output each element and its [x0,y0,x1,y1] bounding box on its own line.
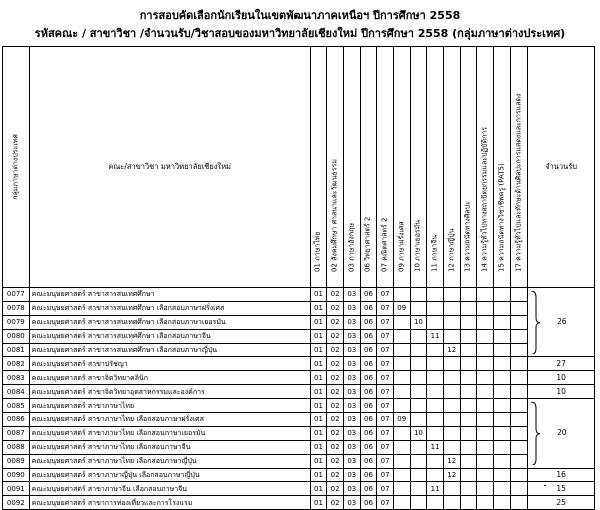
subject-code-cell: 01 [310,468,327,482]
subject-code-cell: 03 [343,496,360,510]
subject-code-cell [477,440,494,454]
seats-label: 26 [557,317,567,327]
subject-code-cell [477,357,494,371]
subject-code-cell: 03 [343,413,360,427]
subject-code-cell [493,426,510,440]
subject-code-cell [460,288,477,302]
subject-code-cell [510,288,528,302]
subject-code-cell [443,371,460,385]
subject-code-cell [410,454,427,468]
subject-code-cell [393,399,410,413]
faculty-name: คณะมนุษยศาสตร์ สาขาภาษาญี่ปุ่น เลือกสอบภาษาญี่ปุ่น [29,468,310,482]
subject-code-cell [493,357,510,371]
program-code: 0091 [3,482,30,496]
table-row [3,482,595,496]
subject-code-cell: 07 [377,301,394,315]
subject-code-cell [477,426,494,440]
subject-code-cell [510,496,528,510]
subject-code-cell [410,413,427,427]
page-mark [544,485,546,486]
subject-code-cell [477,385,494,399]
subject-code-cell: 01 [310,329,327,343]
subject-code-cell: 01 [310,426,327,440]
program-code: 0079 [3,315,30,329]
subject-code-cell: 06 [360,468,377,482]
table-row [3,288,595,302]
subject-code-cell: 06 [360,301,377,315]
group-header: กลุ่มภาษาต่างประเทศ [3,47,30,288]
subject-code-cell: 02 [327,413,344,427]
subject-code-cell [427,399,444,413]
subject-code-cell: 07 [377,440,394,454]
faculty-name: คณะมนุษยศาสตร์ สาขาภาษาไทย [29,399,310,413]
subject-code-cell: 07 [377,468,394,482]
faculty-name: คณะมนุษยศาสตร์ สาขาสารสนเทศศึกษา เลือกสอบภาษาญี่ปุ่น [29,343,310,357]
subject-code-cell [460,440,477,454]
subject-header: 06 วิทยาศาสตร์ 2 [360,47,377,288]
subject-code-cell [460,496,477,510]
subject-code-cell: 11 [427,482,444,496]
table-row [3,440,595,454]
faculty-name: คณะมนุษยศาสตร์ สาขาสารสนเทศศึกษา เลือกสอบภาษาจีน [29,329,310,343]
subject-code-cell: 02 [327,468,344,482]
subject-code-cell [477,454,494,468]
subject-code-cell [427,454,444,468]
subject-code-cell [393,482,410,496]
subject-code-cell [393,329,410,343]
subject-code-cell [477,468,494,482]
program-code: 0089 [3,454,30,468]
subject-code-cell: 06 [360,343,377,357]
faculty-name: คณะมนุษยศาสตร์ สาขาจิตวิทยาอุตสาหกรรมและองค์การ [29,385,310,399]
subject-code-cell [443,385,460,399]
subject-code-cell [493,329,510,343]
page-subtitle: รหัสคณะ / สาขาวิชา /จำนวนรับ/วิชาสอบของมหาวิทยาลัยเชียงใหม่ ปีการศึกษา 2558 (กลุ่มภาษาต่างประเทศ) [34,27,566,40]
subject-code-cell: 07 [377,371,394,385]
subject-code-cell [427,496,444,510]
subject-code-cell [460,399,477,413]
table-row [3,426,595,440]
subject-code-cell [477,315,494,329]
faculty-name: คณะมนุษยศาสตร์ สาขาภาษาจีน เลือกสอบภาษาจีน [29,482,310,496]
subject-code-cell [443,399,460,413]
subject-code-cell [443,440,460,454]
subject-header: 15 ความถนัดทางวิชาชีพครู (PAT5) [493,47,510,288]
subject-code-cell: 06 [360,399,377,413]
subject-code-cell: 03 [343,357,360,371]
program-code: 0077 [3,288,30,302]
subject-code-cell: 06 [360,482,377,496]
subject-code-cell [410,371,427,385]
subject-code-cell [493,454,510,468]
subject-code-cell: 06 [360,496,377,510]
subject-code-cell [443,357,460,371]
subject-code-cell [427,371,444,385]
subject-code-cell: 10 [410,426,427,440]
seats-cell: 10 [528,385,595,399]
program-code: 0081 [3,343,30,357]
subject-code-cell: 09 [393,413,410,427]
subject-code-cell [460,482,477,496]
subject-header: 10 ภาษาเยอรมัน [410,47,427,288]
table-row [3,454,595,468]
subject-code-cell [427,301,444,315]
subject-code-cell: 02 [327,343,344,357]
subject-code-cell [493,399,510,413]
subject-code-cell: 02 [327,440,344,454]
subject-code-cell [493,301,510,315]
subject-code-cell: 07 [377,329,394,343]
subject-code-cell [393,343,410,357]
subject-code-cell: 01 [310,413,327,427]
subject-code-cell: 11 [427,440,444,454]
subject-code-cell: 02 [327,288,344,302]
subject-code-cell: 06 [360,440,377,454]
brace-icon [530,291,540,354]
subject-code-cell: 12 [443,468,460,482]
subject-code-cell [510,343,528,357]
subject-code-cell [510,315,528,329]
faculty-name: คณะมนุษยศาสตร์ สาขาสารสนเทศศึกษา เลือกสอบภาษาเยอรมัน [29,315,310,329]
admission-table [2,46,595,510]
seats-label: 20 [557,428,567,438]
subject-code-cell [410,343,427,357]
subject-code-cell [510,468,528,482]
subject-code-cell [510,399,528,413]
subject-code-cell: 06 [360,385,377,399]
subject-code-cell [427,413,444,427]
subject-code-cell: 03 [343,329,360,343]
subject-header: 14 ความรู้ทั่วไปทางสถาปัตยกรรมและปฏิบัติการ [477,47,494,288]
subject-header: 12 ภาษาญี่ปุ่น [443,47,460,288]
subject-code-cell: 03 [343,454,360,468]
subject-code-cell [493,288,510,302]
subject-code-cell: 01 [310,399,327,413]
subject-code-cell [427,288,444,302]
subject-header: 11 ภาษาจีน [427,47,444,288]
subject-code-cell: 02 [327,482,344,496]
subject-code-cell [410,399,427,413]
subject-code-cell [410,482,427,496]
subject-code-cell [443,301,460,315]
subject-code-cell [460,301,477,315]
program-code: 0078 [3,301,30,315]
subject-code-cell [477,301,494,315]
table-row [3,468,595,482]
program-code: 0083 [3,371,30,385]
subject-code-cell: 02 [327,301,344,315]
subject-code-cell: 02 [327,454,344,468]
faculty-name: คณะมนุษยศาสตร์ สาขาการท่องเที่ยวและการโรงแรม [29,496,310,510]
table-row [3,399,595,413]
subject-code-cell: 03 [343,440,360,454]
subject-code-cell: 01 [310,371,327,385]
subject-code-cell: 07 [377,385,394,399]
subject-code-cell [493,413,510,427]
subject-header: 03 ภาษาอังกฤษ [343,47,360,288]
subject-code-cell [493,315,510,329]
subject-code-cell [427,357,444,371]
table-row [3,413,595,427]
seats-cell: 15 [528,482,595,496]
table-row [3,315,595,329]
subject-code-cell: 03 [343,385,360,399]
subject-code-cell [510,413,528,427]
subject-code-cell [477,496,494,510]
page-title: การสอบคัดเลือกนักเรียนในเขตพัฒนาภาคเหนือฯ ปีการศึกษา 2558 [139,9,461,22]
subject-code-cell [393,385,410,399]
program-code: 0084 [3,385,30,399]
subject-code-cell [393,357,410,371]
subject-code-cell: 01 [310,496,327,510]
subject-code-cell [493,385,510,399]
faculty-name: คณะมนุษยศาสตร์ สาขาภาษาไทย เลือกสอบภาษาฝรั่งเศส [29,413,310,427]
subject-code-cell: 01 [310,315,327,329]
subject-code-cell [477,343,494,357]
subject-code-cell [460,329,477,343]
subject-code-cell [460,315,477,329]
subject-header: 02 สังคมศึกษา ศาสนาและวัฒนธรรม [327,47,344,288]
subject-code-cell [460,426,477,440]
subject-code-cell: 06 [360,357,377,371]
subject-code-cell [393,496,410,510]
subject-code-cell [510,426,528,440]
table-row [3,496,595,510]
subject-code-cell [510,301,528,315]
subject-code-cell [493,371,510,385]
subject-code-cell: 12 [443,343,460,357]
subject-code-cell: 06 [360,329,377,343]
faculty-name: คณะมนุษยศาสตร์ สาขาภาษาไทย เลือกสอบภาษาเยอรมัน [29,426,310,440]
subject-code-cell [393,426,410,440]
subject-code-cell [510,454,528,468]
subject-code-cell [510,371,528,385]
table-row [3,301,595,315]
seats-cell: 27 [528,357,595,371]
subject-code-cell [393,288,410,302]
program-code: 0080 [3,329,30,343]
program-code: 0087 [3,426,30,440]
subject-code-cell [477,399,494,413]
subject-code-cell: 03 [343,426,360,440]
seats-header: จำนวนรับ [528,47,595,288]
subject-code-cell [460,371,477,385]
subject-code-cell [460,357,477,371]
subject-code-cell [493,496,510,510]
faculty-name: คณะมนุษยศาสตร์ สาขาสารสนเทศศึกษา เลือกสอบภาษาฝรั่งเศส [29,301,310,315]
subject-code-cell [410,329,427,343]
faculty-name: คณะมนุษยศาสตร์ สาขาปรัชญา [29,357,310,371]
subject-code-cell [410,468,427,482]
subject-code-cell: 01 [310,357,327,371]
seats-cell: 16 [528,468,595,482]
subject-code-cell: 01 [310,301,327,315]
subject-code-cell [460,385,477,399]
subject-code-cell: 01 [310,454,327,468]
subject-code-cell: 03 [343,288,360,302]
subject-code-cell [427,426,444,440]
subject-code-cell [410,288,427,302]
subject-code-cell: 09 [393,301,410,315]
table-row [3,385,595,399]
faculty-name: คณะมนุษยศาสตร์ สาขาภาษาไทย เลือกสอบภาษาญี่ปุ่น [29,454,310,468]
subject-code-cell [443,315,460,329]
subject-code-cell: 01 [310,288,327,302]
subject-code-cell [443,288,460,302]
subject-code-cell: 12 [443,454,460,468]
subject-code-cell [493,482,510,496]
subject-code-cell [477,371,494,385]
subject-header: 17 ความรู้ทั่วไปและทักษะด้านศิลปะการแสดงและการแสดง [510,47,528,288]
subject-code-cell: 03 [343,468,360,482]
subject-code-cell [510,440,528,454]
brace-icon [530,402,540,465]
subject-code-cell [410,301,427,315]
subject-code-cell [477,413,494,427]
subject-code-cell [443,496,460,510]
subject-code-cell: 07 [377,413,394,427]
subject-code-cell: 07 [377,426,394,440]
subject-code-cell: 03 [343,301,360,315]
faculty-name: คณะมนุษยศาสตร์ สาขาภาษาไทย เลือกสอบภาษาจีน [29,440,310,454]
subject-code-cell [393,371,410,385]
subject-code-cell: 02 [327,426,344,440]
subject-code-cell: 01 [310,385,327,399]
subject-code-cell [477,482,494,496]
subject-code-cell [443,426,460,440]
subject-code-cell: 07 [377,343,394,357]
subject-code-cell: 07 [377,357,394,371]
subject-code-cell [410,385,427,399]
subject-code-cell [443,329,460,343]
table-row [3,357,595,371]
header-row [3,47,595,288]
subject-code-cell: 02 [327,385,344,399]
subject-code-cell [510,385,528,399]
subject-code-cell [460,454,477,468]
subject-code-cell [477,288,494,302]
subject-code-cell [493,343,510,357]
subject-code-cell: 06 [360,315,377,329]
subject-code-cell: 02 [327,329,344,343]
program-code: 0090 [3,468,30,482]
subject-code-cell: 06 [360,413,377,427]
program-code: 0086 [3,413,30,427]
subject-code-cell: 06 [360,426,377,440]
faculty-name: คณะมนุษยศาสตร์ สาขาจิตวิทยาคลินิก [29,371,310,385]
subject-code-cell: 11 [427,329,444,343]
subject-code-cell [427,468,444,482]
seats-cell: 10 [528,371,595,385]
subject-code-cell: 07 [377,288,394,302]
program-code: 0082 [3,357,30,371]
subject-code-cell [493,468,510,482]
table-row [3,343,595,357]
subject-code-cell [510,357,528,371]
subject-code-cell [393,440,410,454]
subject-code-cell: 03 [343,315,360,329]
subject-code-cell [393,468,410,482]
subject-code-cell: 01 [310,343,327,357]
subject-code-cell: 03 [343,399,360,413]
subject-code-cell [460,413,477,427]
subject-header: 13 ความถนัดทางศิลปะ [460,47,477,288]
subject-code-cell [493,440,510,454]
subject-code-cell: 06 [360,371,377,385]
subject-code-cell [393,315,410,329]
subject-code-cell [427,385,444,399]
subject-code-cell: 01 [310,482,327,496]
subject-code-cell: 06 [360,288,377,302]
subject-code-cell [427,343,444,357]
subject-code-cell: 01 [310,440,327,454]
subject-header: 07 คณิตศาสตร์ 2 [377,47,394,288]
subject-code-cell [510,329,528,343]
subject-code-cell: 02 [327,371,344,385]
program-code: 0088 [3,440,30,454]
subject-code-cell: 03 [343,482,360,496]
subject-code-cell [460,343,477,357]
subject-code-cell: 07 [377,482,394,496]
subject-code-cell: 06 [360,454,377,468]
table-row [3,371,595,385]
subject-code-cell [427,315,444,329]
program-code: 0085 [3,399,30,413]
subject-code-cell [410,496,427,510]
subject-code-cell: 02 [327,315,344,329]
subject-code-cell: 02 [327,399,344,413]
subject-code-cell [443,482,460,496]
subject-code-cell: 07 [377,454,394,468]
subject-code-cell [477,329,494,343]
subject-code-cell: 02 [327,496,344,510]
subject-code-cell [443,413,460,427]
subject-code-cell: 07 [377,496,394,510]
subject-header: 01 ภาษาไทย [310,47,327,288]
subject-code-cell [393,454,410,468]
subject-code-cell: 02 [327,357,344,371]
subject-code-cell [410,440,427,454]
program-code: 0092 [3,496,30,510]
subject-code-cell: 07 [377,315,394,329]
subject-code-cell [460,468,477,482]
subject-code-cell [410,357,427,371]
faculty-name: คณะมนุษยศาสตร์ สาขาสารสนเทศศึกษา [29,288,310,302]
subject-code-cell: 07 [377,399,394,413]
faculty-header: คณะ/สาขาวิชา มหาวิทยาลัยเชียงใหม่ [29,47,310,288]
subject-header: 09 ภาษาฝรั่งเศส [393,47,410,288]
subject-code-cell [510,482,528,496]
subject-code-cell: 10 [410,315,427,329]
subject-code-cell: 03 [343,343,360,357]
seats-cell: 25 [528,496,595,510]
subject-code-cell: 03 [343,371,360,385]
table-row [3,329,595,343]
